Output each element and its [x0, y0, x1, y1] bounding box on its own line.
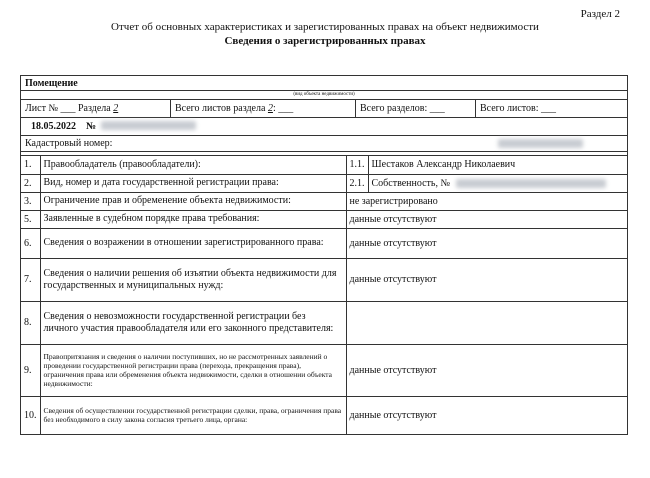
row-subnumber: 1.1.: [346, 156, 368, 174]
document-number-label: №: [86, 121, 97, 132]
table-row: [21, 228, 627, 258]
section-sheets-suffix: : ___: [272, 103, 294, 114]
section-word: Раздела: [77, 103, 111, 114]
row-value: [368, 156, 627, 174]
premises-row: [21, 76, 627, 91]
redacted-number: [101, 121, 196, 130]
row-number: 8.: [21, 301, 40, 344]
row-number: 7.: [21, 258, 40, 301]
table-row: [21, 396, 627, 434]
table-row: [21, 344, 627, 396]
total-sheets: Всего листов: ___: [480, 103, 557, 114]
row-subnumber: 2.1.: [346, 174, 368, 192]
total-sections-cell: [356, 100, 476, 117]
row-label: Сведения о наличии решения об изъятии объекта недвижимости для государственных и муниципальных нужд:: [40, 258, 346, 301]
row-value-text: данные отсутствуют: [349, 364, 437, 376]
total-sheets-cell: [476, 100, 627, 117]
redacted-cadastral: [498, 139, 583, 148]
sheet-number-cell: [21, 100, 171, 117]
rights-form: [20, 75, 628, 435]
section-sheets-value: 2: [267, 103, 273, 114]
row-value: [346, 301, 627, 344]
row-value: [346, 210, 627, 228]
row-value: [346, 228, 627, 258]
row-label: Заявленные в судебном порядке права требования:: [40, 210, 346, 228]
section-label: Раздел 2: [580, 8, 620, 20]
table-row: [21, 156, 627, 174]
sheet-info-row: [21, 100, 627, 118]
row-number: 6.: [21, 228, 40, 258]
row-value-text: данные отсутствуют: [349, 213, 437, 225]
premises-label: Помещение: [25, 78, 78, 89]
section-sheets-cell: [171, 100, 356, 117]
rights-table: [21, 156, 627, 434]
row-value-text: Шестаков Александр Николаевич: [371, 159, 516, 171]
row-value-text: не зарегистрировано: [349, 195, 438, 207]
row-label: Ограничение прав и обременение объекта недвижимости:: [40, 192, 346, 210]
row-number: 10.: [21, 396, 40, 434]
sheet-number: Лист № ___: [25, 103, 76, 114]
row-label: Сведения о невозможности государственной регистрации без личного участия правообладателя или его законного представителя:: [40, 301, 346, 344]
cadastral-value: [112, 138, 623, 149]
cadastral-label: Кадастровый номер:: [25, 138, 113, 149]
row-number: 5.: [21, 210, 40, 228]
table-row: [21, 210, 627, 228]
row-number: 2.: [21, 174, 40, 192]
row-label: Сведения о возражении в отношении зарегистрированного права:: [40, 228, 346, 258]
table-row: [21, 258, 627, 301]
redacted-registration-number: [456, 179, 606, 188]
premises-caption: (вид объекта недвижимости): [293, 92, 355, 97]
row-value-text: Собственность, №: [371, 177, 451, 189]
row-value-text: данные отсутствуют: [349, 274, 437, 285]
row-value: [346, 396, 627, 434]
document-subtitle: Сведения о зарегистрированных правах: [224, 35, 426, 47]
row-label: Сведения об осуществлении государственной регистрации сделки, права, ограничения права без необходимого в силу закона согласия третьего лица, органа:: [40, 396, 346, 434]
table-row: [21, 192, 627, 210]
row-value: [346, 344, 627, 396]
row-number: 9.: [21, 344, 40, 396]
premises-caption-row: [21, 91, 627, 100]
table-row: [21, 174, 627, 192]
table-row: [21, 301, 627, 344]
section-number: 2: [113, 103, 119, 114]
document-date: 18.05.2022: [31, 121, 76, 132]
row-label: Правопритязания и сведения о наличии поступивших, но не рассмотренных заявлений о проведении государственной регистрации права (перехода, прекращения права), ограничения права или обременения объекта недвижимости, сделки в отношении объекта недвижимости:: [40, 344, 346, 396]
section-sheets-label: Всего листов раздела: [175, 103, 266, 114]
total-sections: Всего разделов: ___: [360, 103, 445, 114]
cadastral-row: [21, 136, 627, 152]
row-value: [346, 258, 627, 301]
row-value-text: данные отсутствуют: [349, 409, 437, 421]
row-label: Правообладатель (правообладатели):: [40, 156, 346, 174]
row-value-text: данные отсутствуют: [349, 237, 437, 249]
row-number: 1.: [21, 156, 40, 174]
date-row: [21, 118, 627, 136]
row-value: [346, 192, 627, 210]
row-number: 3.: [21, 192, 40, 210]
row-label: Вид, номер и дата государственной регистрации права:: [40, 174, 346, 192]
row-value: [368, 174, 627, 192]
document-title: Отчет об основных характеристиках и зарегистированных правах на объект недвижимости: [111, 21, 539, 33]
